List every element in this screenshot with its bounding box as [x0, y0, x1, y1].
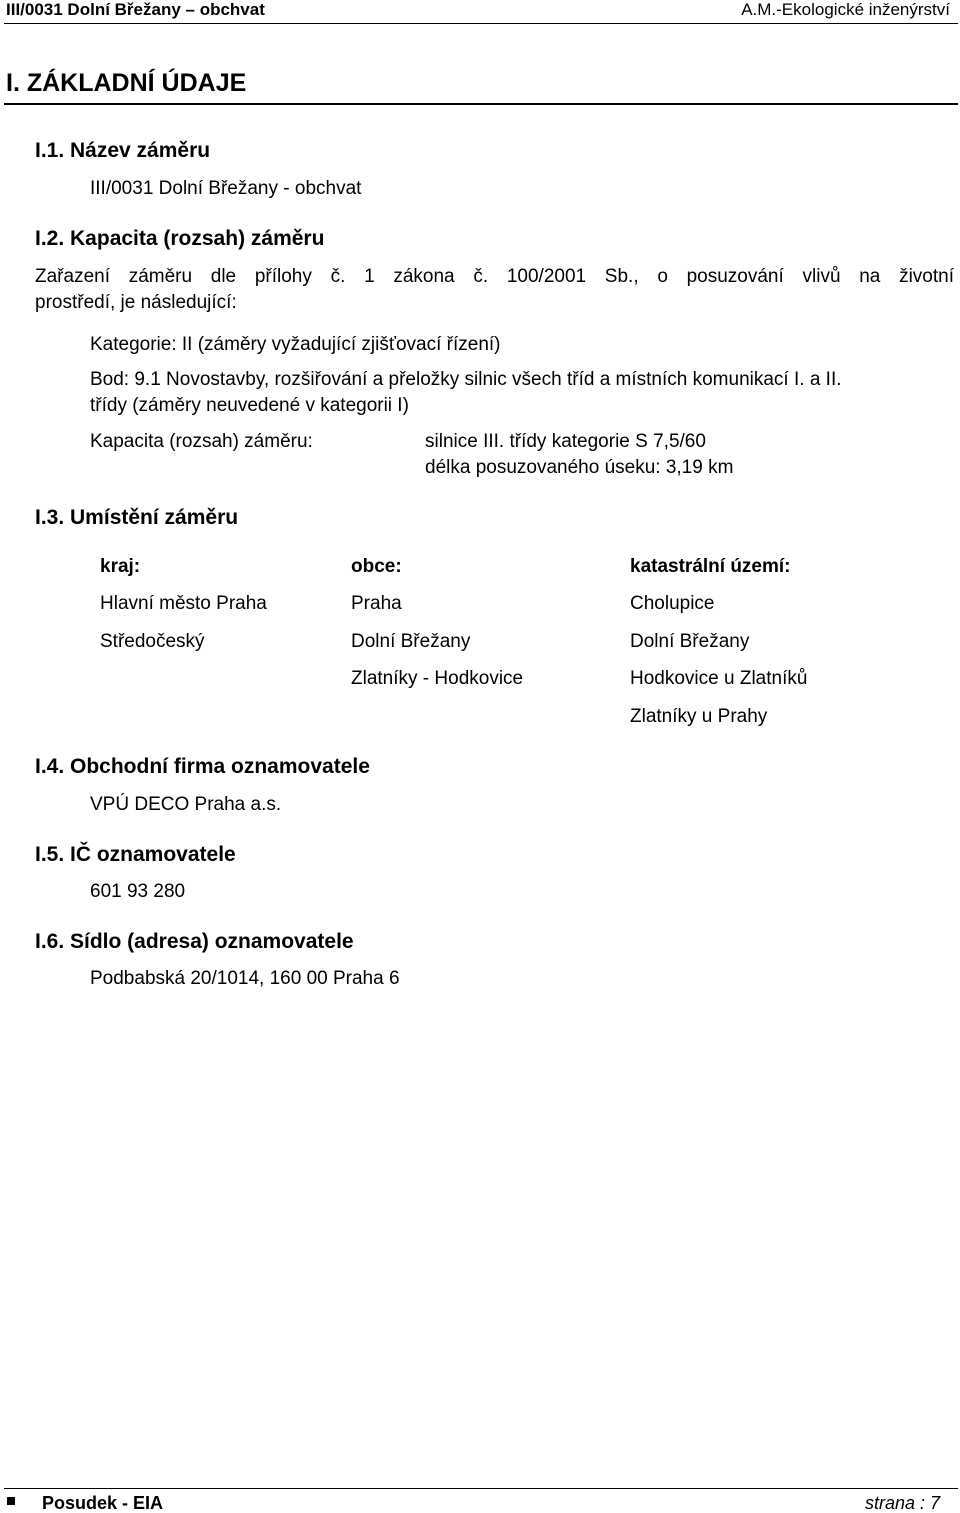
header-project-title: III/0031 Dolní Břežany – obchvat — [6, 0, 265, 19]
square-bullet-icon — [7, 1497, 15, 1505]
header-company: A.M.-Ekologické inženýrství — [741, 0, 950, 19]
category-text: Kategorie: II (záměry vyžadující zjišťovací řízení) — [90, 334, 501, 355]
section-heading-ic: I.5. IČ oznamovatele — [35, 843, 236, 866]
company-address: Podbabská 20/1014, 160 00 Praha 6 — [90, 968, 400, 989]
capacity-label: Kapacita (rozsah) záměru: — [90, 431, 313, 452]
table-cell-kraj: Hlavní město Praha — [100, 593, 267, 614]
table-cell-katastr: Cholupice — [630, 593, 715, 614]
table-cell-obec: Zlatníky - Hodkovice — [351, 668, 524, 689]
column-header-katastr: katastrální území: — [630, 556, 791, 577]
footer-divider — [4, 1488, 958, 1489]
classification-paragraph-line1: Zařazení záměru dle přílohy č. 1 zákona č. 100/2001 Sb., o posuzování vlivů na životní — [35, 266, 954, 287]
page-title: I. ZÁKLADNÍ ÚDAJE — [6, 69, 247, 97]
table-cell-obec: Praha — [351, 593, 402, 614]
footer-document-type: Posudek - EIA — [42, 1493, 164, 1513]
bod-text-line1: Bod: 9.1 Novostavby, rozšiřování a přeložky silnic všech tříd a místních komunikací I. a II. — [90, 369, 842, 390]
table-cell-katastr: Hodkovice u Zlatníků — [630, 668, 808, 689]
title-divider — [4, 103, 958, 105]
classification-paragraph-line2: prostředí, je následující: — [35, 292, 237, 313]
capacity-value-length: délka posuzovaného úseku: 3,19 km — [425, 457, 734, 478]
company-name: VPÚ DECO Praha a.s. — [90, 794, 282, 815]
table-cell-kraj: Středočeský — [100, 631, 205, 652]
section-heading-kapacita: I.2. Kapacita (rozsah) záměru — [35, 227, 325, 250]
section-heading-nazev: I.1. Název záměru — [35, 139, 211, 162]
column-header-obce: obce: — [351, 556, 402, 577]
project-name: III/0031 Dolní Břežany - obchvat — [90, 178, 362, 199]
section-heading-firma: I.4. Obchodní firma oznamovatele — [35, 755, 370, 778]
section-heading-sidlo: I.6. Sídlo (adresa) oznamovatele — [35, 930, 354, 953]
bod-text-line2: třídy (záměry neuvedené v kategorii I) — [90, 395, 409, 416]
table-cell-katastr: Zlatníky u Prahy — [630, 706, 768, 727]
capacity-value-road: silnice III. třídy kategorie S 7,5/60 — [425, 431, 706, 452]
header-divider — [4, 23, 958, 24]
column-header-kraj: kraj: — [100, 556, 141, 577]
company-id: 601 93 280 — [90, 881, 186, 902]
table-cell-katastr: Dolní Břežany — [630, 631, 750, 652]
section-heading-umisteni: I.3. Umístění záměru — [35, 506, 239, 529]
table-cell-obec: Dolní Břežany — [351, 631, 471, 652]
footer-page-number: strana : 7 — [864, 1493, 940, 1513]
